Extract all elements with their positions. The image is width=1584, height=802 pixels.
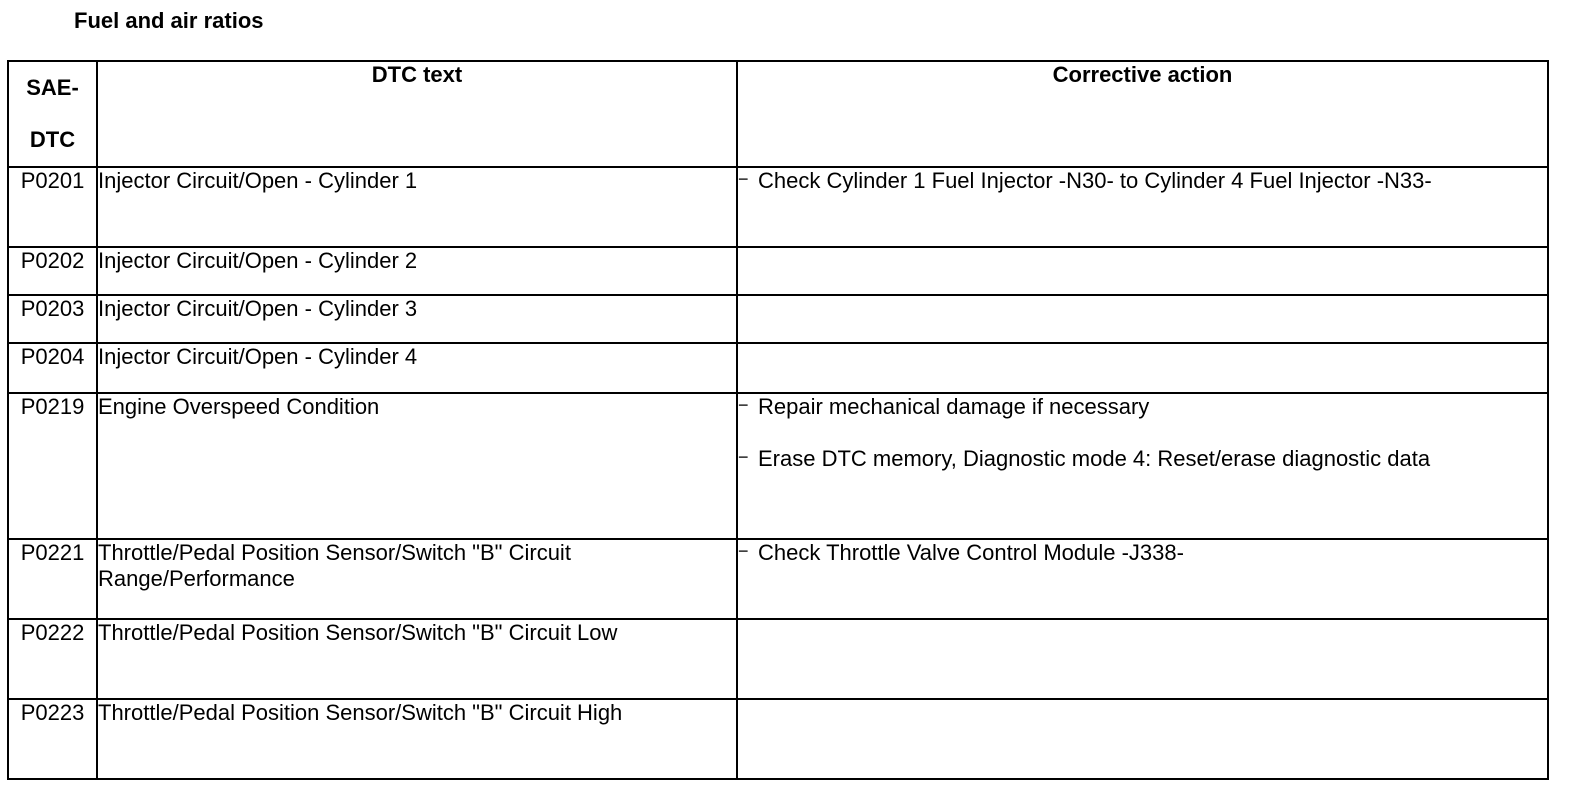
dtc-code: P0223 — [8, 699, 97, 779]
corrective-action — [737, 393, 1548, 539]
corrective-action — [737, 343, 1548, 393]
dtc-text: Throttle/Pedal Position Sensor/Switch "B" Circuit Range/Performance — [97, 539, 737, 619]
action-item — [738, 394, 1547, 420]
dtc-table — [7, 60, 1549, 780]
corrective-action — [737, 247, 1548, 295]
header-sae-dtc-line1: SAE- — [26, 75, 79, 100]
dash-bullet-icon: − — [738, 541, 749, 561]
dtc-text: Throttle/Pedal Position Sensor/Switch "B" Circuit High — [97, 699, 737, 779]
action-text: Check Throttle Valve Control Module -J338- — [758, 540, 1184, 565]
table-row — [8, 699, 1548, 779]
corrective-action — [737, 295, 1548, 343]
action-text: Check Cylinder 1 Fuel Injector -N30- to Cylinder 4 Fuel Injector -N33- — [758, 168, 1432, 193]
dtc-code: P0203 — [8, 295, 97, 343]
table-row — [8, 295, 1548, 343]
dtc-text: Injector Circuit/Open - Cylinder 4 — [97, 343, 737, 393]
table-row — [8, 539, 1548, 619]
table-row — [8, 393, 1548, 539]
header-sae-dtc — [8, 61, 97, 167]
header-corrective-action: Corrective action — [737, 61, 1548, 167]
dtc-text: Engine Overspeed Condition — [97, 393, 737, 539]
dtc-code: P0222 — [8, 619, 97, 699]
header-sae-dtc-line2: DTC — [29, 127, 76, 152]
table-row — [8, 247, 1548, 295]
corrective-action — [737, 539, 1548, 619]
dtc-code: P0204 — [8, 343, 97, 393]
dtc-text: Throttle/Pedal Position Sensor/Switch "B" Circuit Low — [97, 619, 737, 699]
page-title: Fuel and air ratios — [74, 8, 264, 33]
header-dtc-text: DTC text — [97, 61, 737, 167]
dtc-code: P0221 — [8, 539, 97, 619]
dtc-text: Injector Circuit/Open - Cylinder 2 — [97, 247, 737, 295]
table-row — [8, 167, 1548, 247]
dash-bullet-icon: − — [738, 447, 749, 467]
table-header-row — [8, 61, 1548, 167]
action-item — [738, 446, 1547, 472]
action-item — [738, 540, 1547, 566]
corrective-action — [737, 699, 1548, 779]
dtc-text: Injector Circuit/Open - Cylinder 1 — [97, 167, 737, 247]
dtc-code: P0201 — [8, 167, 97, 247]
dash-bullet-icon: − — [738, 169, 749, 189]
corrective-action — [737, 167, 1548, 247]
dtc-text: Injector Circuit/Open - Cylinder 3 — [97, 295, 737, 343]
action-text: Repair mechanical damage if necessary — [758, 394, 1150, 419]
dtc-code: P0202 — [8, 247, 97, 295]
corrective-action — [737, 619, 1548, 699]
dtc-code: P0219 — [8, 393, 97, 539]
table-row — [8, 619, 1548, 699]
table-row — [8, 343, 1548, 393]
dash-bullet-icon: − — [738, 395, 749, 415]
action-item — [738, 168, 1547, 194]
action-text: Erase DTC memory, Diagnostic mode 4: Reset/erase diagnostic data — [758, 446, 1431, 471]
